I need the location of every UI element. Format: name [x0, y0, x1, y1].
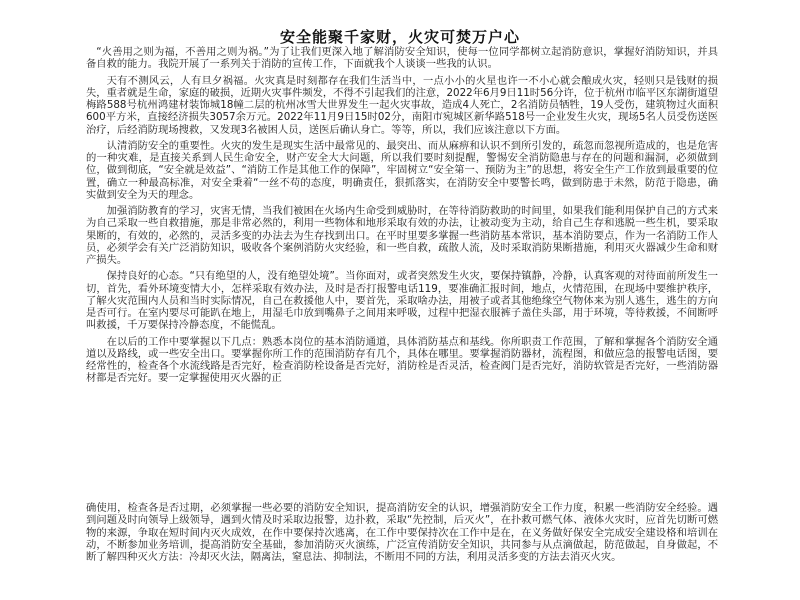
document-title: 安全能聚千家财，火灾可焚万户心: [279, 28, 520, 46]
paragraph-fire-incidents: 天有不测风云，人有旦夕祸福。火灾真是时刻都存在我们生活当中，一点小小的火星也许一不小心就会酿成火灾，轻则只是钱财的损失，重者就是生命，家庭的破损，近期火灾事件频发，不得不引起我们的注意，2022年6月9日11时56分许，位于杭州市临平区东湖街道望梅路588号杭州鸿建材装饰城18幢二层的杭州冰雪大世界发生一起火灾事故，造成4人死亡，2名消防员牺牲，19人受伤，建筑物过火面积600平方米，直接经济损失3057余万元。2022年11月9日15时02分，南阳市宛城区新华路518号一企业发生火灾，现场5名人员受伤送医治疗，后经消防现场搜救，又发现3名被困人员，送医后确认身亡。等等，所以，我们应该注意以下方面。: [86, 74, 718, 136]
paragraph-intro: “火善用之则为福，不善用之则为祸。”为了让我们更深入地了解消防安全知识，使每一位同学都树立起消防意识，掌握好消防知识，并具备自救的能力。我院开展了一系列关于消防的宣传工作，下面就我个人谈谈一些我的认识。: [86, 46, 718, 71]
document-body-upper: [86, 46, 718, 444]
paragraph-work-points: 在以后的工作中要掌握以下几点：熟悉本岗位的基本消防通道，具体消防基点和基线。你所职责工作范围，了解和掌握各个消防安全通道以及路线，或一些安全出口。要掌握你所工作的范围消防存有几个，具体在哪里。要掌握消防器材，流程图，和做应急的报警电话图，要经常性的，检查各个水流线路是否完好，检查消防栓设备是否完好，消防栓是否灵活，检查阀门是否完好，消防软管是否完好，一些消防器材都是否完好。要一定掌握使用灭火器的正: [86, 335, 718, 385]
document-body-lower: [86, 502, 718, 592]
paragraph-education: 加强消防教育的学习，灾害无情，当我们被困在火场内生命受到威胁时，在等待消防救助的时间里，如果我们能利用保护自己的方式来为自己采取一些自救措施，那是非常必然的，利用一些物体和地形采取有效的办法，让被动变为主动，给自己生存和逃脱一些生机，要采取果断的，有效的，必然的，灵活多变的办法去为生存找到出口。在平时里要多掌握一些消防基本常识，基本消防要点，作为一名消防工作人员，必须学会有关广泛消防知识，吸收各个案例消防火灾经验，和一些自救，疏散人流，及时采取消防果断措施，利用灭火器减少生命和财产损失。: [86, 205, 718, 266]
paragraph-importance: 认清消防安全的重要性。火灾的发生是现实生活中最常见的、最突出、而从麻痹和认识不到所引发的，疏忽而忽视所造成的，也是危害的一种灾难，是直接关系到人民生命安全，财产安全大大问题，所以我们要时刻提醒，警惕安全消防隐患与存在的问题和漏洞，必须做到位，做到彻底，“安全就是效益”、“消防工作是其他工作的保障”，牢固树立“安全第一、预防为主”的思想，将安全生产工作放到最重要的位置，确立一种最高标准，对安全秉着“一丝不苟的态度，明确责任，狠抓落实，在消防安全中要警长鸣，做到防患于未然，防范于隐患，确实做到安全为天的理念。: [86, 139, 718, 201]
paragraph-mindset: 保持良好的心态。“只有绝望的人，没有绝望处境”。当你面对，或者突然发生火灾，要保持镇静，冷静，认真客观的对待面前所发生一切，首先，看外环境变情大小，怎样采取有效办法，及时是否打报警电话119，要准确汇报时间，地点，火情范围，在现场中要维护秩序，了解火灾范围内人员和当时实际情况，自己在救援他人中，要首先，采取啥办法，用被子或者其他绝缘空气物体来为别人逃生，逃生的方向是否可行。在室内要尽可能趴在地上，用湿毛巾放到嘴鼻子之间用来呼吸，过程中把湿衣服裤子盖住头部，用于环境，等待救援，不间断呼叫救援，千万要保持冷静态度，不能慌乱。: [86, 270, 718, 332]
paragraph-continuation: 确使用，检查各是否过期，必须掌握一些必要的消防安全知识，提高消防安全的认识，增强消防安全工作力度，积累一些消防安全经验。遇到问题及时向领导上级领导，遇到火情及时采取边报警，边扑救，采取“先控制，后灭火”，在扑救可燃气体、液体火灾时，应首先切断可燃物的来源，争取在短时间内灭火成效，在作中要保持次逃离，在工作中要保持次在工作中是在，在义务做好保安全完成安全建设格和培训在动，不断参加业务培训，提高消防安全基础，参加消防灭火演练，广泛宣传消防安全知识，共同参与从点滴做起，防范做起，自身做起，不断了解四种灭火方法：冷却灭火法，隔离法，窒息法、抑制法，不断用不同的方法，利用灵活多变的方法去消灭火灾。: [86, 502, 718, 563]
page-break-gap: [0, 448, 800, 498]
